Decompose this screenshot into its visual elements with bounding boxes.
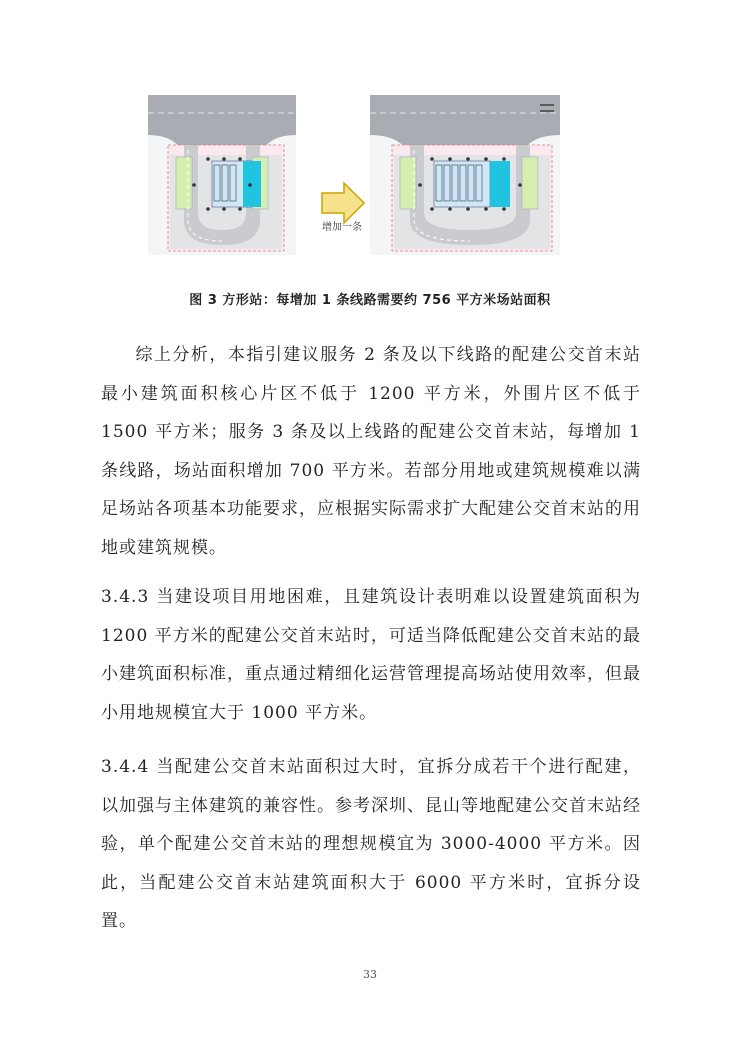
station-diagram-after <box>370 95 560 255</box>
paragraph-text: 3.4.4 当配建公交首末站面积过大时，宜拆分成若干个进行配建，以加强与主体建筑的兼容性。参考深圳、昆山等地配建公交首末站经验，单个配建公交首末站的理想规模宜为 3000-4000 平方米。因此，当配建公交首末站建筑面积大于 6000 平方米时，宜拆分设置。 <box>101 757 641 931</box>
station-diagram-before <box>148 95 296 255</box>
paragraph-text: 综上分析，本指引建议服务 2 条及以下线路的配建公交首末站最小建筑面积核心片区不低于 1200 平方米，外围片区不低于 1500 平方米；服务 3 条及以上线路的配建公交首末站，每增加 1 条线路，场站面积增加 700 平方米。若部分用地或建筑规模难以满足场站各项基本功能要求，应根据实际需求扩大配建公交首末站的用地或建筑规模。 <box>101 345 641 558</box>
arrow-label: 增加一条 <box>322 222 362 233</box>
paragraph-3-4-3 <box>101 578 641 732</box>
paragraph-text: 3.4.3 当建设项目用地困难，且建筑设计表明难以设置建筑面积为 1200 平方米的配建公交首末站时，可适当降低配建公交首末站的最小建筑面积标准，重点通过精细化运营管理提高场站使用效率，但最小用地规模宜大于 1000 平方米。 <box>101 587 641 723</box>
paragraph-summary <box>101 336 641 567</box>
paragraph-3-4-4 <box>101 748 641 941</box>
figure <box>148 95 593 265</box>
page-number: 33 <box>363 968 377 981</box>
figure-caption: 图 3 方形站：每增加 1 条线路需要约 756 平方米场站面积 <box>189 293 551 308</box>
